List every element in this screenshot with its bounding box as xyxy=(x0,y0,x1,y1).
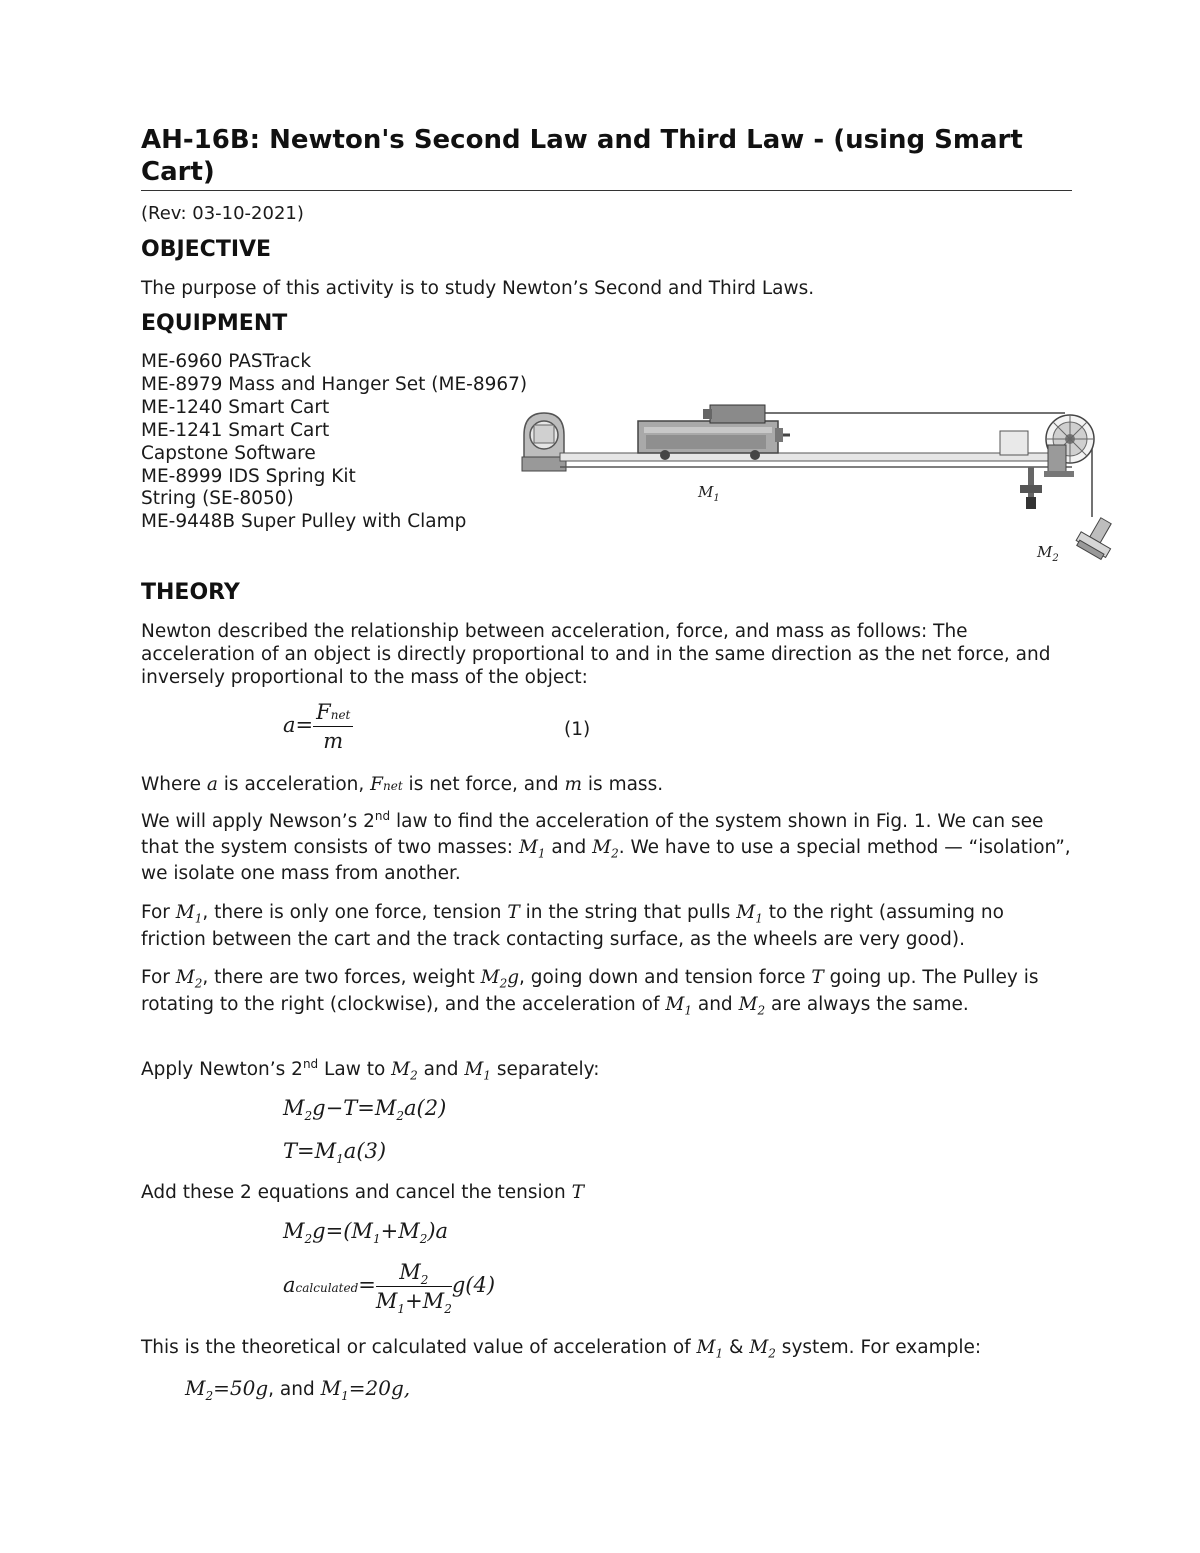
equipment-list xyxy=(141,351,527,534)
m1-label: $M_1$ xyxy=(698,483,720,504)
apparatus-figure xyxy=(520,395,1120,575)
equipment-item: ME-8979 Mass and Hanger Set (ME-8967) xyxy=(141,373,528,395)
equipment-item: ME-1240 Smart Cart xyxy=(141,396,330,418)
theoretical-value-paragraph: This is the theoretical or calculated value of acceleration of $M_1$ & $M_2$ system. For example: xyxy=(141,1337,982,1361)
hanging-mass-icon xyxy=(1074,513,1120,561)
revision-date: (Rev: 03-10-2021) xyxy=(141,203,304,224)
equipment-item: String (SE-8050) xyxy=(141,488,294,510)
equation-3: $T=M_1a(3)$ xyxy=(283,1139,387,1167)
equation-1-number: (1) xyxy=(564,719,591,740)
equation-1: a= $\frac{\text{Fnet}}{m}$ xyxy=(283,700,353,753)
equation-4-number: (4) xyxy=(465,1273,496,1297)
m1-force-paragraph: For $M_1$, there is only one force, tension T in the string that pulls $M_1$ to the right (assuming no friction between the cart and the track contacting surface, as the wheels are very good). xyxy=(141,902,1004,950)
equation-4-subscript: calculated xyxy=(295,1281,359,1295)
equipment-item: ME-6960 PASTrack xyxy=(141,351,312,372)
document-title: AH-16B: Newton's Second Law and Third Law - (using Smart Cart) xyxy=(141,124,1072,191)
isolation-paragraph: We will apply Newson’s 2nd law to find the acceleration of the system shown in Fig. 1. We can see that the system consists of two masses: $M_1$ and $M_2$. We have to use a special method — “isolation”, we isolate one mass from another. xyxy=(141,808,1071,884)
apply-law-paragraph: Apply Newton’s 2nd Law to $M_2$ and $M_1$ separately: xyxy=(141,1056,600,1083)
equation-3-number: (3) xyxy=(356,1139,387,1163)
equipment-heading: EQUIPMENT xyxy=(141,311,288,336)
equipment-item: Capstone Software xyxy=(141,442,316,464)
end-stop-icon xyxy=(522,413,566,471)
add-equations-paragraph: Add these 2 equations and cancel the tension T xyxy=(141,1182,584,1203)
where-paragraph: Where a is acceleration, Fnet is net force, and m is mass. xyxy=(141,774,664,795)
m2-force-paragraph: For $M_2$, there are two forces, weight $M_2g$, going down and tension force T going up. The Pulley is rotating to the right (clockwise), and the acceleration of $M_1$ and $M_2$ are always the same. xyxy=(141,967,1039,1018)
example-values: $M_2=50g$, and $M_1=20g$, xyxy=(185,1376,411,1403)
objective-text: The purpose of this activity is to study Newton’s Second and Third Laws. xyxy=(141,278,815,299)
block xyxy=(1000,431,1028,455)
equipment-item: ME-9448B Super Pulley with Clamp xyxy=(141,511,467,533)
equation-2-number: (2) xyxy=(416,1096,447,1120)
theory-intro: Newton described the relationship between acceleration, force, and mass as follows: The acceleration of an object is directly proportional to and in the same direction as the net force, and inversely proportional to the mass of the object: xyxy=(141,621,1051,688)
combined-equation: $M_2g=(M_1+M_2)a$ xyxy=(283,1219,449,1247)
equation-2: $M_2g-T=M_2a(2)$ xyxy=(283,1096,447,1124)
clamp-icon xyxy=(1020,467,1042,509)
track xyxy=(560,453,1072,467)
m2-label: $M_2$ xyxy=(1037,543,1059,564)
equation-4: acalculated= $\frac{M_2}{M_1+M_2}$ g(4) xyxy=(283,1260,496,1317)
objective-heading: OBJECTIVE xyxy=(141,237,272,262)
equipment-item: ME-8999 IDS Spring Kit xyxy=(141,465,356,487)
equipment-item: ME-1241 Smart Cart xyxy=(141,419,330,441)
theory-heading: THEORY xyxy=(141,580,240,605)
